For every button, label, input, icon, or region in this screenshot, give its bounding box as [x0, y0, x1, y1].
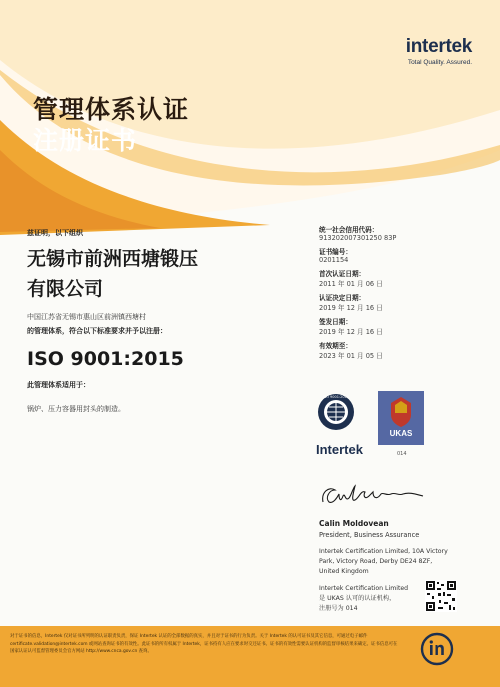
logo-wordmark: intertek [405, 36, 472, 57]
field-initial-date [319, 268, 489, 288]
ukas-number: 014 [397, 451, 407, 457]
field-label: 首次认证日期： [319, 270, 366, 278]
field-label: 统一社会信用代码： [319, 226, 379, 234]
company-name-line2: 有限公司 [27, 278, 104, 300]
ukas-mark-text: UKAS [389, 429, 413, 438]
signatory-name: Calin Moldovean [319, 519, 389, 528]
field-value: 2019 年 12 月 16 日 [319, 328, 383, 336]
ukas-statement-line1: Intertek Certification Limited [319, 585, 409, 592]
iso-mark-text: ISO 9001:2015 [322, 395, 350, 399]
ukas-mark [378, 391, 424, 445]
intertek-circle-logo [420, 632, 454, 666]
field-credit-code [319, 224, 489, 242]
system-statement: 的管理体系，符合以下标准要求并予以注册： [27, 327, 167, 335]
field-label: 有效期至： [319, 342, 352, 350]
certificate-fields [319, 224, 489, 364]
company-address: 中国江苏省无锡市惠山区前洲镇西塘村 [27, 313, 146, 321]
field-decision-date [319, 292, 489, 312]
field-value: 2023 年 01 月 05 日 [319, 352, 383, 360]
field-value: 0201154 [319, 256, 349, 264]
field-label: 证书编号： [319, 248, 352, 256]
certificate-title-line1: 管理体系认证 [33, 95, 190, 124]
ukas-statement [319, 584, 439, 614]
field-label: 认证决定日期： [319, 294, 366, 302]
field-expiry-date [319, 340, 489, 360]
signature [319, 482, 429, 510]
ukas-statement-line2: 是 UKAS 认可的认证机构， [319, 595, 396, 602]
intro-text: 兹证明，以下组织 [27, 229, 83, 237]
field-label: 签发日期： [319, 318, 352, 326]
field-value: 2019 年 12 月 16 日 [319, 304, 383, 312]
scope-text: 锅炉、压力容器用封头的制造。 [27, 405, 125, 413]
certificate-title-line2: 注册证书 [33, 126, 138, 155]
field-issue-date [319, 316, 489, 336]
issuer-address: Intertek Certification Limited, 10A Victory Park, Victory Road, Derby DE24 8ZF, United Kingdom [319, 548, 448, 575]
field-value: 913202007301250 83P [319, 234, 397, 242]
qr-code [425, 580, 457, 612]
footer-disclaimer: 对于证书的信息，Intertek 仅对证书所列明的认证职责负责，保证 Intertek 认证的全部数据的真实，并且对于证书的行为负责。关于 Intertek 的认可证书及其它信息，可通过电子邮件 certificate.validation@intertek.com 或网站查询证书的有效性。此证书的所有权属于 Intertek，证书持有人应在要求时交还证书。证书的有效性需要认证机构的监督审核结果来确定。证书信息可在国家认证认可监督管理委员会官方网站 http://www.cnca.gov.cn 查询。 [10, 634, 398, 654]
standard-name: ISO 9001:2015 [27, 348, 184, 370]
company-name-line1: 无锡市前洲西塘锻压 [27, 248, 199, 270]
intertek-mark-label: Intertek [316, 442, 363, 457]
field-value: 2011 年 01 月 06 日 [319, 280, 383, 288]
field-certificate-number [319, 246, 489, 264]
certificate-body [27, 228, 287, 414]
ukas-statement-line3: 注册号为 014 [319, 605, 358, 612]
scope-label: 此管理体系适用于： [27, 381, 90, 389]
intertek-logo [406, 36, 472, 66]
logo-tagline: Total Quality. Assured. [407, 59, 472, 66]
signatory-title: President, Business Assurance [319, 531, 420, 539]
